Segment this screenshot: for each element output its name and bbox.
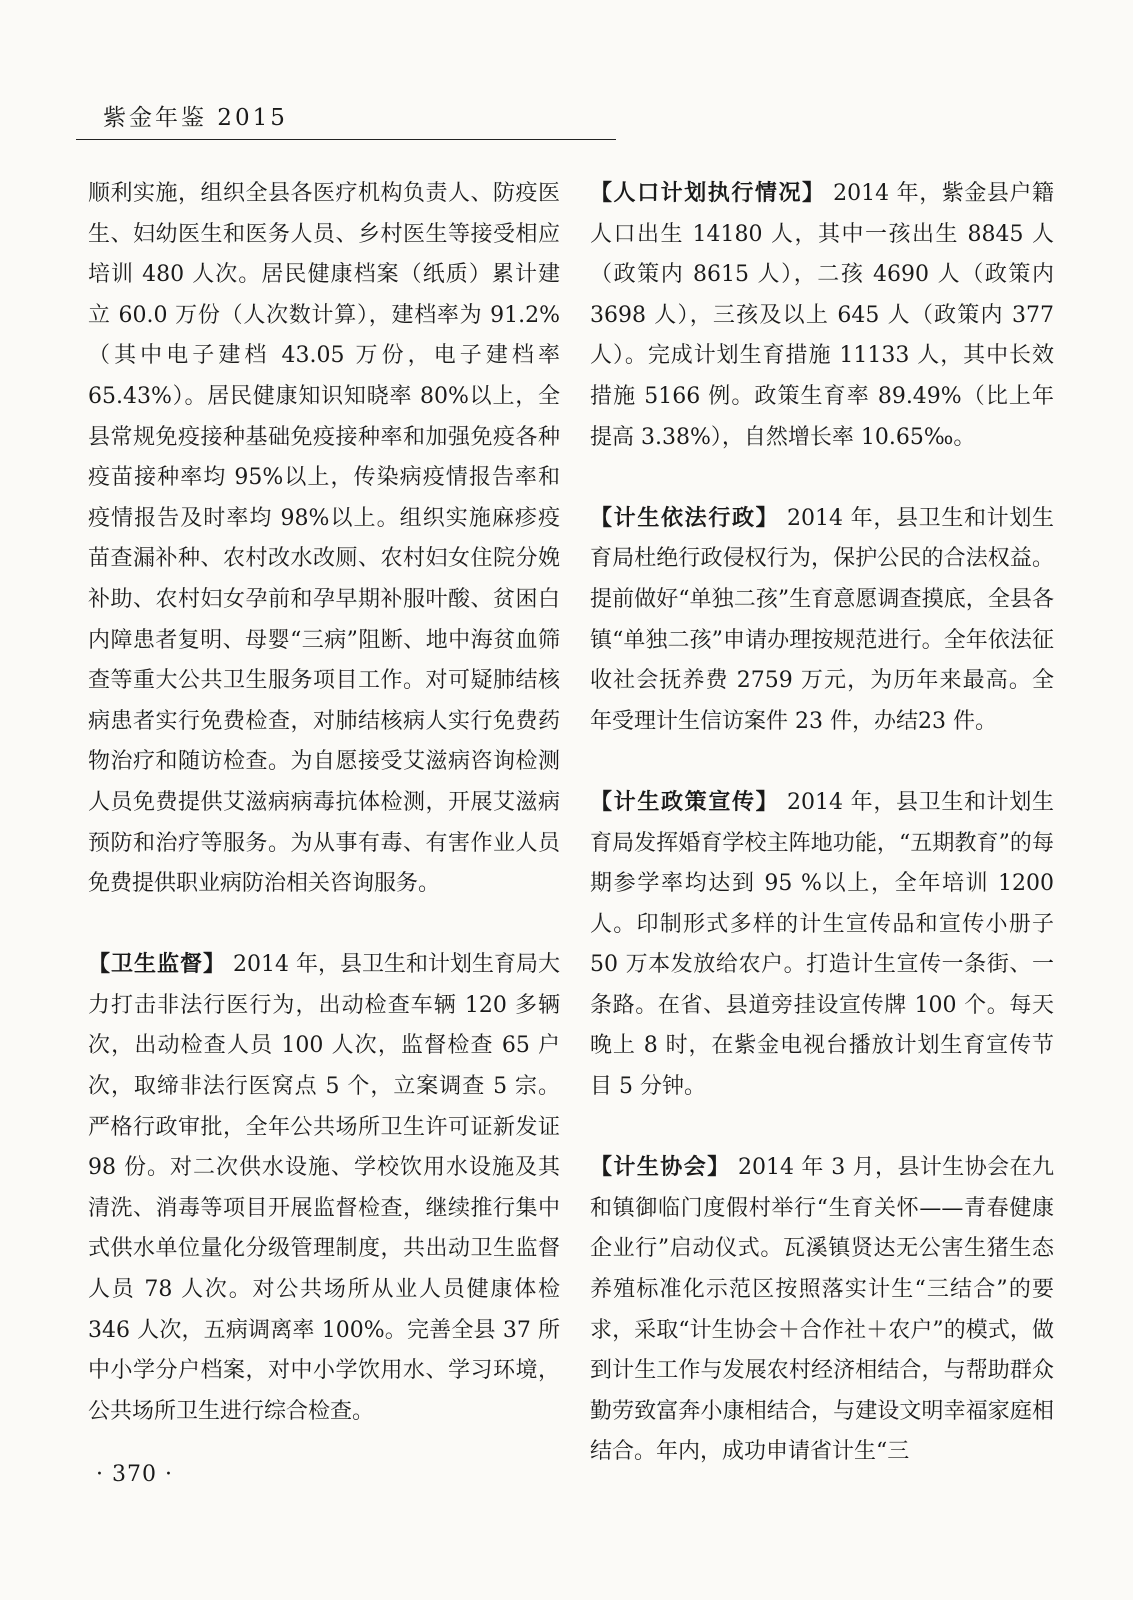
section-title: 【计生协会】 [590, 1155, 731, 1181]
left-column [88, 174, 560, 1432]
paragraph-public-health [88, 174, 560, 905]
section-policy-publicity [590, 783, 1054, 1108]
section-text: 2014 年，县卫生和计划生育局发挥婚育学校主阵地功能，“五期教育”的每期参学率均达到 95 %以上，全年培训 1200 人。印制形式多样的计生宣传品和宣传小册子 50 万本发放给农户。打造计生宣传一条街、一条路。在省、县道旁挂设宣传牌 100 个。每天晚上 8 时，在紫金电视台播放计划生育宣传节目 5 分钟。 [590, 789, 1054, 1100]
page-number: · 370 · [96, 1462, 173, 1487]
section-title: 【卫生监督】 [88, 952, 227, 978]
section-population-plan [590, 174, 1054, 458]
section-text: 2014 年，县卫生和计划生育局杜绝行政侵权行为，保护公民的合法权益。提前做好“单独二孩”生育意愿调查摸底，全县各镇“单独二孩”申请办理按规范进行。全年依法征收社会抚养费 2759 万元，为历年来最高。全年受理计生信访案件 23 件，办结23 件。 [590, 505, 1054, 734]
section-health-supervision [88, 945, 560, 1432]
section-text: 2014 年，县卫生和计划生育局大力打击非法行医行为，出动检查车辆 120 多辆次，出动检查人员 100 人次，监督检查 65 户次，取缔非法行医窝点 5 个，立案调查 5 宗。严格行政审批，全年公共场所卫生许可证新发证 98 份。对二次供水设施、学校饮用水设施及其清洗、消毒等项目开展监督检查，继续推行集中式供水单位量化分级管理制度，共出动卫生监督人员 78 人次。对公共场所从业人员健康体检 346 人次，五病调离率 100%。完善全县 37 所中小学分户档案，对中小学饮用水、学习环境，公共场所卫生进行综合检查。 [88, 952, 560, 1424]
right-column [590, 174, 1054, 1473]
section-text: 2014 年 3 月，县计生协会在九和镇御临门度假村举行“生育关怀——青春健康企业行”启动仪式。瓦溪镇贤达无公害生猪生态养殖标准化示范区按照落实计生“三结合”的要求，采取“计生协会＋合作社＋农户”的模式，做到计生工作与发展农村经济相结合，与帮助群众勤劳致富奔小康相结合，与建设文明幸福家庭相结合。年内，成功申请省计生“三 [590, 1155, 1054, 1465]
section-text: 2014 年，紫金县户籍人口出生 14180 人，其中一孩出生 8845 人（政策内 8615 人），二孩 4690 人（政策内 3698 人），三孩及以上 645 人（政策内 377 人）。完成计划生育措施 11133 人，其中长效措施 5166 例。政策生育率 89.49%（比上年提高 3.38%），自然增长率 10.65‰。 [590, 181, 1054, 450]
paragraph-text: 顺利实施，组织全县各医疗机构负责人、防疫医生、妇幼医生和医务人员、乡村医生等接受相应培训 480 人次。居民健康档案（纸质）累计建立 60.0 万份（人次数计算），建档率为 91.2%（其中电子建档 43.05 万份，电子建档率 65.43%）。居民健康知识知晓率 80%以上，全县常规免疫接种基础免疫接种率和加强免疫各种疫苗接种率均 95%以上，传染病疫情报告率和疫情报告及时率均 98%以上。组织实施麻疹疫苗查漏补种、农村改水改厕、农村妇女住院分娩补助、农村妇女孕前和孕早期补服叶酸、贫困白内障患者复明、母婴“三病”阻断、地中海贫血筛查等重大公共卫生服务项目工作。对可疑肺结核病患者实行免费检查，对肺结核病人实行免费药物治疗和随访检查。为自愿接受艾滋病咨询检测人员免费提供艾滋病病毒抗体检测，开展艾滋病预防和治疗等服务。为从事有毒、有害作业人员免费提供职业病防治相关咨询服务。 [88, 181, 560, 897]
section-title: 【计生政策宣传】 [590, 789, 780, 815]
running-head: 紫金年鉴 2015 [103, 105, 288, 131]
section-family-planning-law [590, 499, 1054, 743]
section-family-planning-association [590, 1148, 1054, 1473]
section-title: 【人口计划执行情况】 [590, 181, 826, 206]
header-rule [76, 139, 616, 140]
section-title: 【计生依法行政】 [590, 505, 780, 531]
